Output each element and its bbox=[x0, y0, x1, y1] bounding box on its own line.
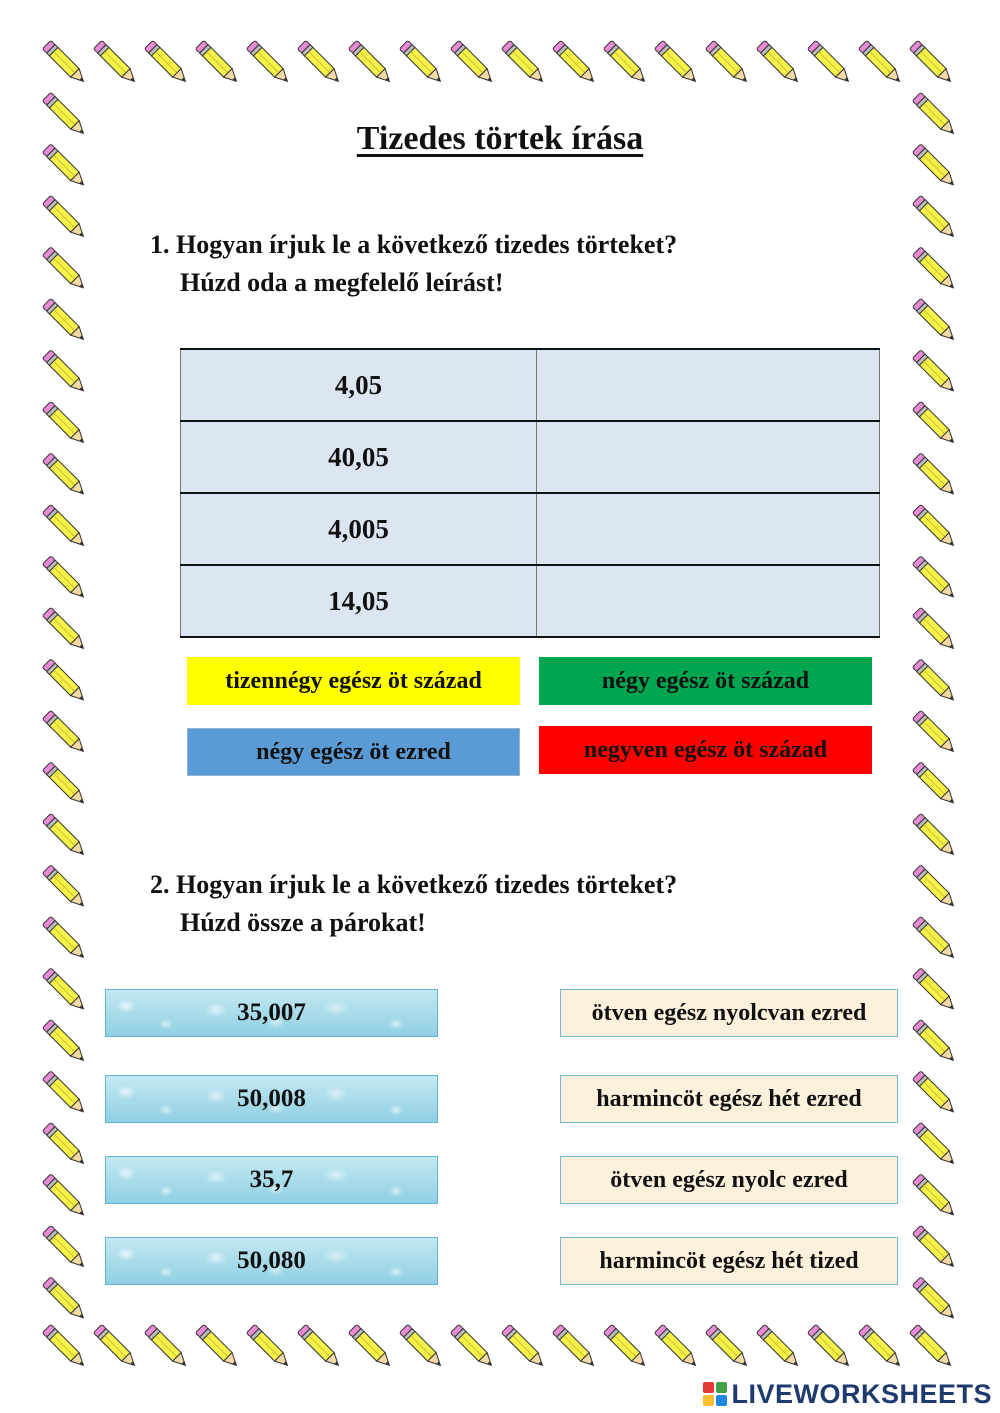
pencil-icon bbox=[807, 1324, 852, 1369]
pencil-icon bbox=[297, 1324, 342, 1369]
pencil-icon bbox=[909, 1324, 954, 1369]
drop-zone[interactable] bbox=[537, 493, 880, 565]
pencil-icon bbox=[399, 40, 444, 85]
pencil-icon bbox=[450, 40, 495, 85]
pencil-icon bbox=[912, 298, 957, 343]
pencil-icon bbox=[399, 1324, 444, 1369]
pencil-icon bbox=[912, 1122, 957, 1167]
pencil-icon bbox=[297, 40, 342, 85]
pencil-icon bbox=[756, 1324, 801, 1369]
pencil-icon bbox=[912, 247, 957, 292]
pencil-icon bbox=[912, 916, 957, 961]
question-1 bbox=[150, 226, 677, 302]
drag-tile-four-point-oh-five[interactable]: négy egész öt század bbox=[539, 657, 872, 705]
drag-tile-four-point-oh-oh-five[interactable]: négy egész öt ezred bbox=[187, 728, 520, 776]
pencil-icon bbox=[195, 40, 240, 85]
match-description-2[interactable]: harmincöt egész hét ezred bbox=[560, 1075, 898, 1123]
pencil-icon bbox=[705, 40, 750, 85]
pencil-icon bbox=[858, 1324, 903, 1369]
pencil-icon bbox=[912, 607, 957, 652]
pencil-icon bbox=[807, 40, 852, 85]
matching-table bbox=[180, 348, 880, 638]
match-number-1[interactable]: 35,007 bbox=[105, 989, 438, 1037]
pencil-icon bbox=[42, 865, 87, 910]
pencil-icon bbox=[42, 968, 87, 1013]
pencil-icon bbox=[705, 1324, 750, 1369]
pencil-icon bbox=[195, 1324, 240, 1369]
pencil-icon bbox=[603, 1324, 648, 1369]
table-row bbox=[181, 565, 880, 637]
pencil-icon bbox=[756, 40, 801, 85]
number-cell: 4,05 bbox=[181, 349, 537, 421]
pencil-icon bbox=[42, 1122, 87, 1167]
pencil-icon bbox=[93, 1324, 138, 1369]
pencil-icon bbox=[144, 40, 189, 85]
pencil-icon bbox=[912, 659, 957, 704]
pencil-icon bbox=[912, 813, 957, 858]
pencil-icon bbox=[42, 453, 87, 498]
match-description-1[interactable]: ötven egész nyolcvan ezred bbox=[560, 989, 898, 1037]
pencil-icon bbox=[42, 556, 87, 601]
pencil-icon bbox=[42, 916, 87, 961]
pencil-icon bbox=[42, 247, 87, 292]
liveworksheets-logo-icon bbox=[703, 1382, 727, 1406]
question-2-line2: Húzd össze a párokat! bbox=[180, 908, 426, 937]
pencil-icon bbox=[42, 504, 87, 549]
pencil-icon bbox=[42, 298, 87, 343]
page-title: Tizedes törtek írása bbox=[356, 120, 644, 157]
pencil-icon bbox=[42, 401, 87, 446]
pencil-icon bbox=[42, 40, 87, 85]
pencil-icon bbox=[912, 1277, 957, 1322]
pencil-icon bbox=[93, 40, 138, 85]
pencil-icon bbox=[450, 1324, 495, 1369]
pencil-icon bbox=[42, 1019, 87, 1064]
pencil-icon bbox=[912, 762, 957, 807]
question-2 bbox=[150, 866, 677, 942]
pencil-icon bbox=[912, 1071, 957, 1116]
pencil-icon bbox=[654, 40, 699, 85]
match-number-2[interactable]: 50,008 bbox=[105, 1075, 438, 1123]
pencil-icon bbox=[912, 401, 957, 446]
question-1-line1: 1. Hogyan írjuk le a következő tizedes törteket? bbox=[150, 230, 678, 259]
pencil-icon bbox=[42, 813, 87, 858]
pencil-icon bbox=[858, 40, 903, 85]
logo-text: LIVEWORKSHEETS bbox=[731, 1378, 992, 1409]
pencil-icon bbox=[912, 453, 957, 498]
match-number-4[interactable]: 50,080 bbox=[105, 1237, 438, 1285]
drop-zone[interactable] bbox=[537, 349, 880, 421]
match-description-3[interactable]: ötven egész nyolc ezred bbox=[560, 1156, 898, 1204]
drag-tile-forty-point-oh-five[interactable]: negyven egész öt század bbox=[539, 726, 872, 774]
pencil-icon bbox=[144, 1324, 189, 1369]
pencil-icon bbox=[42, 762, 87, 807]
pencil-icon bbox=[912, 195, 957, 240]
table-row bbox=[181, 421, 880, 493]
number-cell: 4,005 bbox=[181, 493, 537, 565]
pencil-icon bbox=[246, 40, 291, 85]
pencil-icon bbox=[912, 1019, 957, 1064]
table-row bbox=[181, 493, 880, 565]
pencil-icon bbox=[246, 1324, 291, 1369]
pencil-icon bbox=[912, 1174, 957, 1219]
pencil-icon bbox=[654, 1324, 699, 1369]
liveworksheets-logo bbox=[703, 1379, 992, 1409]
pencil-icon bbox=[42, 607, 87, 652]
pencil-icon bbox=[42, 1225, 87, 1270]
match-number-3[interactable]: 35,7 bbox=[105, 1156, 438, 1204]
pencil-icon bbox=[348, 1324, 393, 1369]
pencil-icon bbox=[501, 40, 546, 85]
drop-zone[interactable] bbox=[537, 565, 880, 637]
number-cell: 40,05 bbox=[181, 421, 537, 493]
pencil-icon bbox=[42, 1174, 87, 1219]
pencil-icon bbox=[552, 40, 597, 85]
match-description-4[interactable]: harmincöt egész hét tized bbox=[560, 1237, 898, 1285]
pencil-icon bbox=[501, 1324, 546, 1369]
pencil-icon bbox=[42, 1071, 87, 1116]
pencil-icon bbox=[42, 195, 87, 240]
pencil-icon bbox=[42, 1277, 87, 1322]
drop-zone[interactable] bbox=[537, 421, 880, 493]
question-1-line2: Húzd oda a megfelelő leírást! bbox=[180, 268, 504, 297]
pencil-icon bbox=[912, 710, 957, 755]
pencil-icon bbox=[912, 504, 957, 549]
pencil-icon bbox=[909, 40, 954, 85]
pencil-icon bbox=[912, 350, 957, 395]
pencil-icon bbox=[912, 865, 957, 910]
pencil-icon bbox=[348, 40, 393, 85]
table-row bbox=[181, 349, 880, 421]
pencil-icon bbox=[42, 1324, 87, 1369]
pencil-icon bbox=[42, 710, 87, 755]
pencil-icon bbox=[912, 1225, 957, 1270]
number-cell: 14,05 bbox=[181, 565, 537, 637]
pencil-icon bbox=[912, 968, 957, 1013]
question-2-line1: 2. Hogyan írjuk le a következő tizedes törteket? bbox=[150, 870, 678, 899]
pencil-icon bbox=[603, 40, 648, 85]
drag-tile-fourteen-point-oh-five[interactable]: tizennégy egész öt század bbox=[187, 657, 520, 705]
pencil-icon bbox=[912, 556, 957, 601]
pencil-icon bbox=[42, 350, 87, 395]
pencil-icon bbox=[552, 1324, 597, 1369]
pencil-icon bbox=[42, 659, 87, 704]
